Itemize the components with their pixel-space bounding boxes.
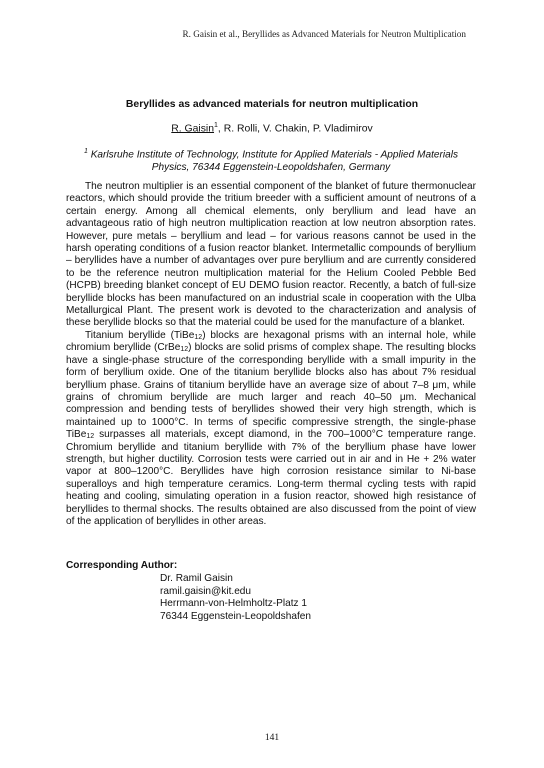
subscript: 12 (194, 333, 203, 341)
corresponding-author-label: Corresponding Author: (66, 560, 178, 571)
running-head: R. Gaisin et al., Beryllides as Advanced Materials for Neutron Multiplication (182, 29, 466, 39)
affiliation (66, 146, 476, 174)
affiliation-number: 1 (83, 148, 88, 155)
text-run: ) blocks are solid prisms of complex shape. The resulting blocks have a single-phase structure of the corresponding beryllide with a small impurity in the form of beryllium oxide. One of the titanium beryllide blocks also has about 7% residual beryllium phase. Grains of titanium beryllide have an average size of about 7–8 μm, while grains of chromium beryllide are much larger and reach 40–50 μm. Mechanical compression and bending tests of beryllides showed their very high strength, which is maintained up to 1000°C. In terms of specific compressive strength, the single-phase TiBe (66, 342, 476, 441)
page-number: 141 (264, 733, 280, 743)
paper-title: Beryllides as advanced materials for neutron multiplication (125, 99, 419, 110)
abstract-paragraph-2 (66, 330, 476, 529)
abstract-paragraph-1: The neutron multiplier is an essential component of the blanket of future thermonuclear reactors, which should provide the tritium breeder with a sufficient amount of neutrons of a certain energy. Among all chemical elements, only beryllium and lead have an advantageous ratio of high neutron multiplication reaction at low neutron absorption rates. However, pure metals – beryllium and lead – for various reasons cannot be used in the harsh operating conditions of a fusion reactor blanket. Intermetallic compounds of beryllium – beryllides have a number of advantages over pure beryllium and are currently considered to be the reference neutron multiplication material for the Helium Cooled Pebble Bed (HCPB) breeding blanket concept of EU DEMO fusion reactor. Recently, a batch of full-size beryllide blocks has been manufactured on an industrial scale in cooperation with the Ulba Metallurgical Plant. The present work is devoted to the characterization and analysis of these beryllide blocks so that the material could be used for the manufacture of a blanket. (66, 181, 476, 329)
text-run: ) blocks are hexagonal prisms with an internal hole, while chromium beryllide (CrBe (66, 329, 476, 354)
abstract (66, 181, 476, 528)
corresponding-author-details (160, 573, 311, 623)
author-name: Dr. Ramil Gaisin (160, 573, 233, 584)
subscript: 12 (180, 346, 189, 354)
author-email: ramil.gaisin@kit.edu (160, 585, 252, 597)
text-run: surpasses all materials, except diamond, in the 700–1000°C temperature range. Chromium beryllide and titanium beryllide with 7% of the beryllium phase have lower strength, but higher ductility. Corrosion tests were carried out in air and in He + 2% water vapor at 800–1200°C. Beryllides have high corrosion resistance similar to Ni-base superalloys and high temperature ceramics. Long-term thermal cycling tests with rapid heating and cooling, simulating operation in a fusion reactor, showed high resistance of beryllides to thermal shocks. The results obtained are also discussed from the point of view of the application of beryllides in other areas. (66, 429, 476, 527)
subscript: 12 (86, 433, 95, 441)
text-run: Titanium beryllide (TiBe (85, 329, 195, 341)
author-city: 76344 Eggenstein-Leopoldshafen (160, 610, 311, 622)
affiliation-mark: 1 (214, 122, 218, 129)
presenting-author: R. Gaisin (171, 123, 215, 135)
author-list (0, 122, 544, 134)
affiliation-text: Karlsruhe Institute of Technology, Institute for Applied Materials - Applied Materials Physics, 76344 Eggenstein-Leopoldshafen, Germany (87, 149, 458, 173)
author-street: Herrmann-von-Helmholtz-Platz 1 (160, 598, 307, 610)
co-authors: , R. Rolli, V. Chakin, P. Vladimirov (217, 123, 373, 135)
